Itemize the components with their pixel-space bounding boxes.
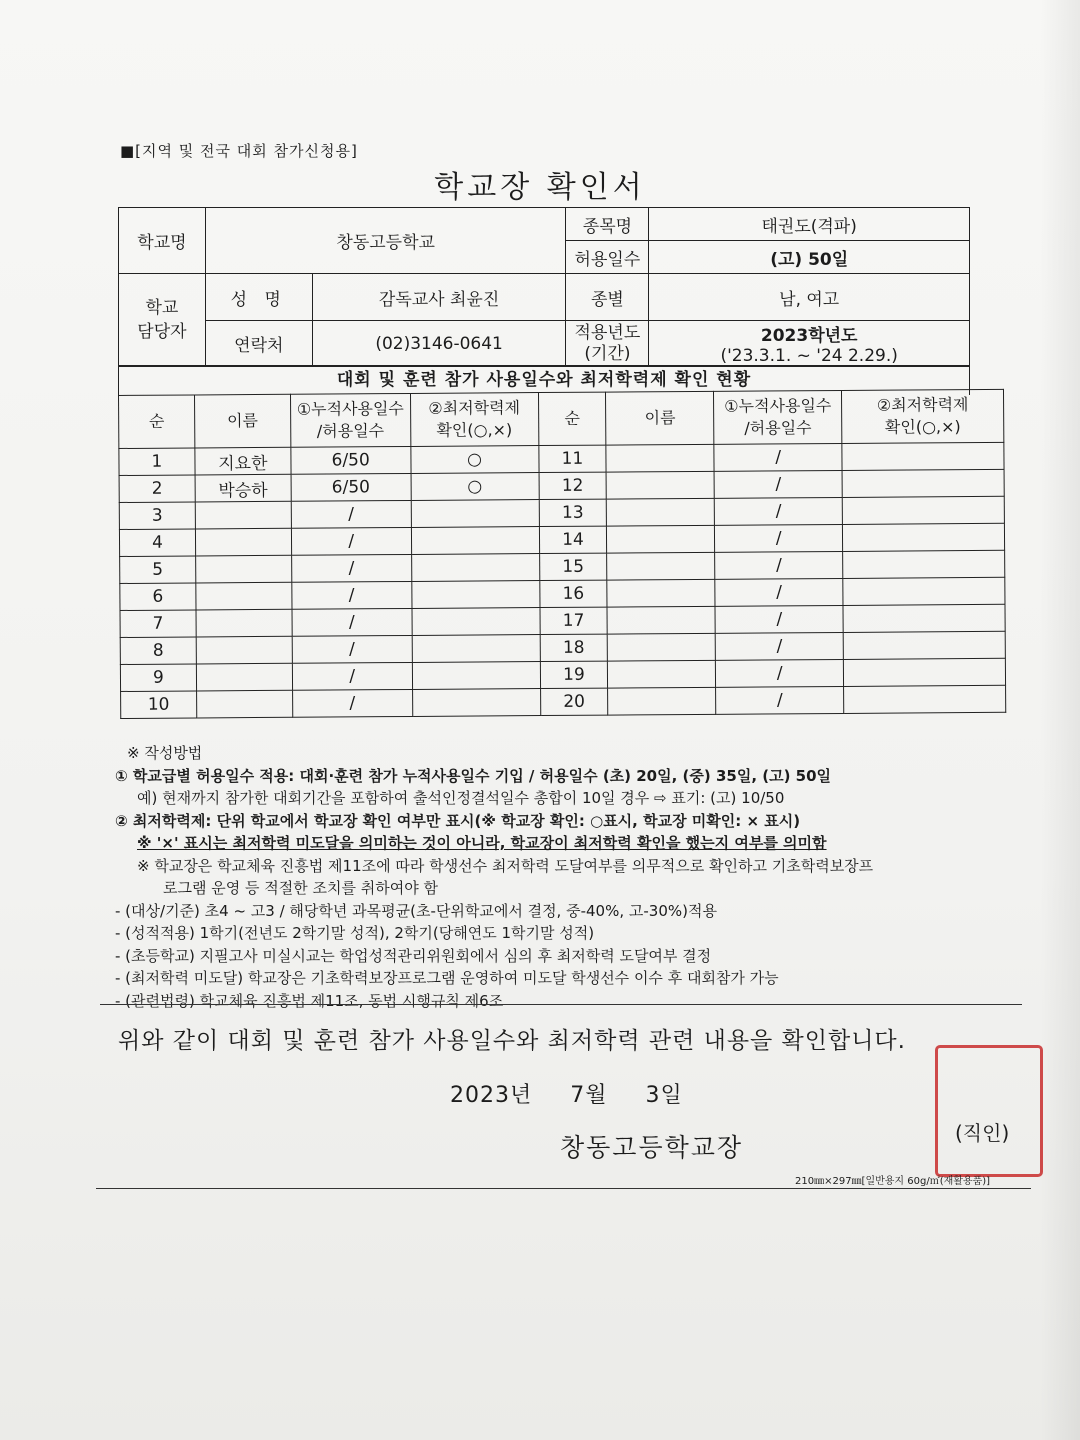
row-number: 12 [539, 472, 607, 499]
used-allowed-days: / [292, 662, 412, 690]
student-name: 지요한 [195, 447, 291, 475]
row-number: 9 [120, 664, 196, 692]
row-number: 5 [120, 556, 196, 584]
used-allowed-days: / [716, 686, 844, 714]
roster-header-row [119, 389, 1004, 448]
used-allowed-days: / [292, 689, 412, 717]
seal-mark: (직인) [955, 1121, 1010, 1145]
min-academic-check [844, 658, 1006, 686]
paper-spec-footer: 210㎜×297㎜[일반용지 60g/㎡(재활용품)] [795, 1176, 991, 1187]
used-allowed-days: / [291, 500, 411, 528]
used-allowed-days: / [714, 470, 842, 498]
row-number: 7 [120, 610, 196, 638]
right-header-check: ②최저학력제 확인(○,×) [842, 389, 1004, 443]
min-academic-check [843, 577, 1005, 605]
used-allowed-days: 6/50 [291, 473, 411, 501]
divider-top [100, 1004, 1022, 1005]
category-value: 남, 여고 [649, 274, 970, 321]
left-header-days: ①누적사용일수 /허용일수 [290, 393, 410, 447]
contact-person-label: 학교 담당자 [119, 274, 206, 367]
year-label: 적용년도 (기간) [566, 321, 649, 367]
student-name [196, 555, 292, 583]
student-name [196, 690, 292, 718]
used-allowed-days: / [292, 635, 412, 663]
year-value: 2023학년도 [760, 326, 858, 346]
min-academic-check [842, 496, 1004, 524]
row-number: 11 [538, 445, 606, 472]
student-name [195, 501, 291, 529]
row-number: 10 [121, 691, 197, 719]
document-title: 학교장 확인서 [434, 170, 646, 205]
min-academic-check [412, 689, 540, 717]
student-name [607, 606, 715, 634]
student-name [607, 471, 715, 499]
principal-signature: 창동고등학교장 [560, 1133, 744, 1162]
note-line-4: ※ '×' 표시는 최저학력 미도달을 의미하는 것이 아니라, 학교장이 최저학력 확인을 했는지 여부를 의미함 [137, 834, 827, 852]
year-period: ('23.3.1. ~ '24 2.29.) [720, 346, 898, 366]
sport-value: 태권도(격파) [649, 208, 970, 241]
used-allowed-days: / [716, 659, 844, 687]
writing-instructions [115, 742, 1015, 1012]
student-name [196, 636, 292, 664]
official-seal-stamp [935, 1045, 1043, 1177]
row-number: 6 [120, 583, 196, 611]
student-name [608, 687, 716, 715]
row-number: 19 [540, 661, 608, 688]
year-cell [649, 321, 970, 367]
right-header-no: 순 [538, 392, 606, 445]
student-name [608, 660, 716, 688]
note-line-2: 예) 현재까지 참가한 대회기간을 포함하여 출석인정결석일수 총합이 10일 경우 ⇨ 표기: (고) 10/50 [137, 789, 785, 807]
used-allowed-days: / [715, 632, 843, 660]
min-academic-check: ○ [411, 473, 539, 501]
note-line-7: - (대상/기준) 초4 ~ 고3 / 해당학년 과목평균(초-단위학교에서 결정, 중-40%, 고-30%)적용 [115, 901, 717, 920]
note-line-11: - (관련법령) 학교체육 진흥법 제11조, 동법 시행규칙 제6조 [115, 991, 504, 1010]
allowed-days-label: 허용일수 [566, 241, 649, 274]
note-line-9: - (초등학교) 지필고사 미실시교는 학업성적관리위원회에서 심의 후 최저학력 도달여부 결정 [115, 946, 712, 965]
note-line-8: - (성적적용) 1학기(전년도 2학기말 성적), 2학기(당해연도 1학기말 성적) [115, 924, 595, 942]
signing-date [450, 1078, 713, 1109]
row-number: 16 [539, 580, 607, 607]
used-allowed-days: / [715, 605, 843, 633]
student-name [606, 444, 714, 472]
student-name [607, 498, 715, 526]
note-line-3: ② 최저학력제: 단위 학교에서 학교장 확인 여부만 표시(※ 학교장 확인: ○표시, 학교장 미확인: × 표시) [115, 811, 801, 830]
note-line-1: ① 학교급별 허용일수 적용: 대회·훈련 참가 누적사용일수 기입 / 허용일수 (초) 20일, (중) 35일, (고) 50일 [115, 766, 832, 785]
school-name-value: 창동고등학교 [205, 208, 566, 274]
used-allowed-days: / [715, 524, 843, 552]
right-header-name: 이름 [606, 391, 714, 445]
min-academic-check [411, 527, 539, 555]
student-name [196, 582, 292, 610]
phone-label: 연락처 [205, 321, 312, 367]
notes-heading: ※ 작성방법 [127, 744, 203, 762]
row-number: 14 [539, 526, 607, 553]
left-header-no: 순 [119, 395, 195, 449]
student-name: 박승하 [195, 474, 291, 502]
row-number: 8 [120, 637, 196, 665]
date-month: 7월 [570, 1083, 608, 1108]
student-name [607, 579, 715, 607]
student-name [607, 525, 715, 553]
min-academic-check [411, 554, 539, 582]
left-header-name: 이름 [194, 394, 290, 448]
right-header-days: ①누적사용일수 /허용일수 [714, 390, 842, 444]
row-number: 4 [119, 529, 195, 557]
row-number: 15 [539, 553, 607, 580]
used-allowed-days: / [715, 497, 843, 525]
min-academic-check [412, 662, 540, 690]
roster-table [118, 389, 1006, 719]
sport-label: 종목명 [566, 208, 649, 241]
min-academic-check [843, 523, 1005, 551]
min-academic-check [842, 469, 1004, 497]
min-academic-check [843, 604, 1005, 632]
row-number: 20 [540, 688, 608, 715]
used-allowed-days: / [292, 581, 412, 609]
form-usage-label: ■[지역 및 전국 대회 참가신청용] [120, 142, 358, 160]
student-name [196, 609, 292, 637]
row-number: 3 [119, 502, 195, 530]
row-number: 2 [119, 475, 195, 503]
student-name [196, 663, 292, 691]
row-number: 18 [540, 634, 608, 661]
student-name [195, 528, 291, 556]
used-allowed-days: / [714, 443, 842, 471]
min-academic-check [411, 581, 539, 609]
row-number: 1 [119, 448, 195, 476]
summary-heading: 대회 및 훈련 참가 사용일수와 최저학력제 확인 현황 [118, 365, 970, 395]
table-row [121, 685, 1006, 718]
min-academic-check [411, 500, 539, 528]
row-number: 13 [539, 499, 607, 526]
min-academic-check [842, 442, 1004, 470]
note-line-6: 로그램 운영 등 적절한 조치를 취하여야 함 [163, 879, 438, 897]
min-academic-check: ○ [411, 446, 539, 474]
row-number: 17 [540, 607, 608, 634]
min-academic-check [843, 550, 1005, 578]
name-value: 감독교사 최윤진 [312, 274, 566, 321]
student-name [608, 633, 716, 661]
note-line-10: - (최저학력 미도달) 학교장은 기초학력보장프로그램 운영하여 미도달 학생선수 이수 후 대회참가 가능 [115, 969, 779, 987]
school-name-label: 학교명 [119, 208, 206, 274]
min-academic-check [412, 608, 540, 636]
used-allowed-days: / [291, 527, 411, 555]
date-day: 3일 [645, 1083, 683, 1108]
used-allowed-days: / [715, 578, 843, 606]
divider-bottom [96, 1188, 1031, 1189]
name-label: 성 명 [205, 274, 312, 321]
paper-shadow [1040, 0, 1080, 1440]
phone-value: (02)3146-0641 [312, 321, 566, 367]
min-academic-check [843, 631, 1005, 659]
used-allowed-days: 6/50 [291, 446, 411, 474]
used-allowed-days: / [715, 551, 843, 579]
confirmation-statement: 위와 같이 대회 및 훈련 참가 사용일수와 최저학력 관련 내용을 확인합니다. [118, 1028, 906, 1054]
note-line-5: ※ 학교장은 학교체육 진흥법 제11조에 따라 학생선수 최저학력 도달여부를 의무적으로 확인하고 기초학력보장프 [137, 856, 874, 875]
allowed-days-value: (고) 50일 [649, 241, 970, 274]
school-info-table [118, 207, 970, 367]
used-allowed-days: / [292, 608, 412, 636]
min-academic-check [412, 635, 540, 663]
student-name [607, 552, 715, 580]
date-year: 2023년 [450, 1083, 533, 1108]
min-academic-check [844, 685, 1006, 713]
used-allowed-days: / [291, 554, 411, 582]
left-header-check: ②최저학력제 확인(○,×) [410, 393, 538, 447]
category-label: 종별 [566, 274, 649, 321]
